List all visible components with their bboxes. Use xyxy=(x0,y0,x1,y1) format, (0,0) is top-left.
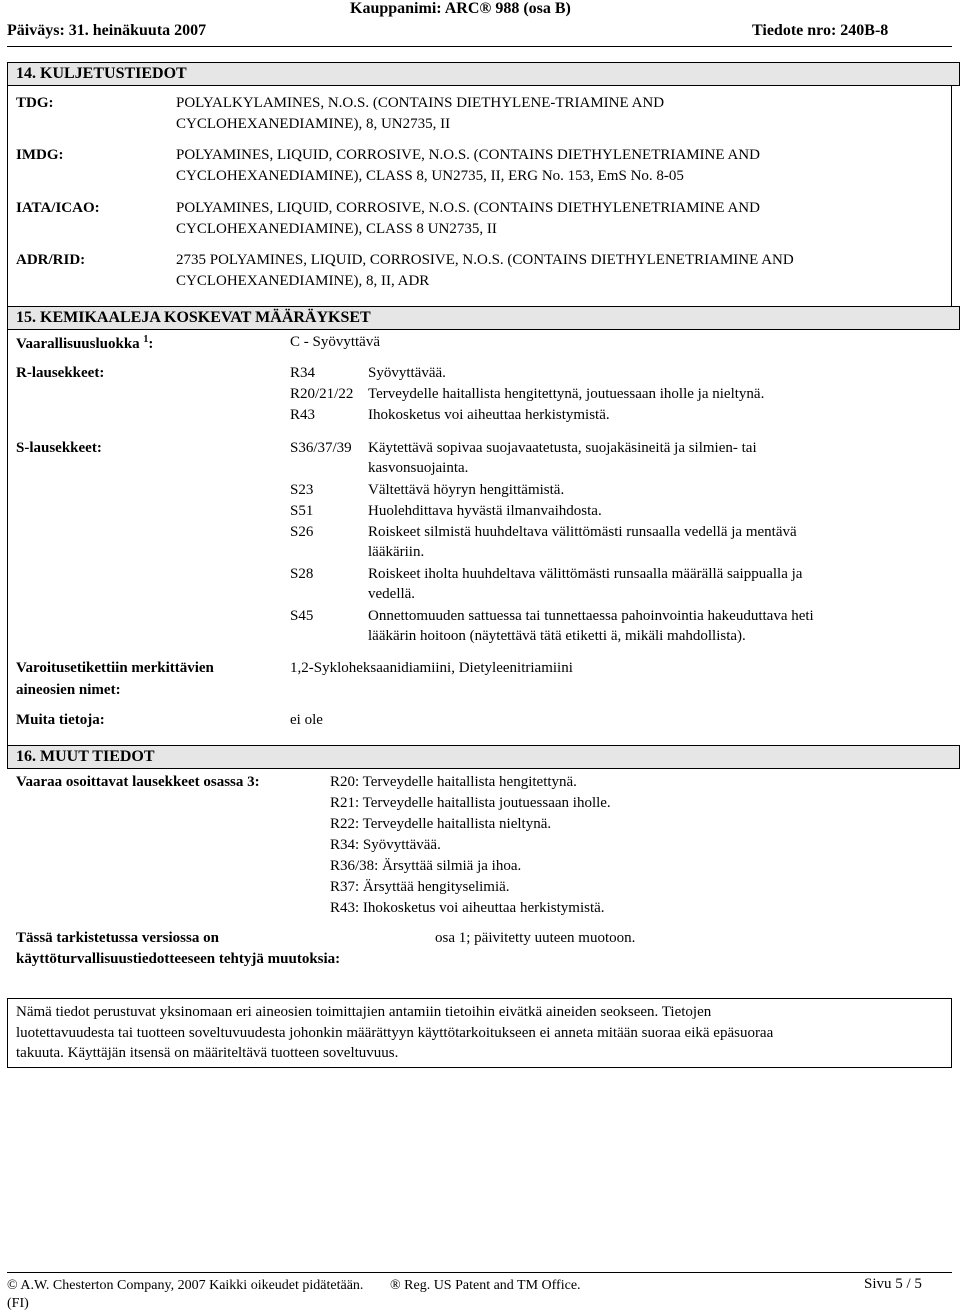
other-info-label: Muita tietoja: xyxy=(16,712,105,728)
list-item: R22: Terveydelle haitallista nieltynä. xyxy=(330,816,552,832)
iata-line-2: CYCLOHEXANEDIAMINE), CLASS 8 UN2735, II xyxy=(176,221,497,237)
r-phrase-text: Syövyttävää. xyxy=(368,365,446,381)
section-16-title: 16. MUUT TIEDOT xyxy=(7,745,960,769)
label-components-label-1: Varoitusetikettiin merkittävien xyxy=(16,660,214,676)
tdg-label: TDG: xyxy=(16,95,54,111)
list-item: R20: Terveydelle haitallista hengitettynä. xyxy=(330,774,577,790)
iata-label: IATA/ICAO: xyxy=(16,200,100,216)
s-phrase-text: lääkäriin. xyxy=(368,544,425,560)
r-phrase-code: R34 xyxy=(290,365,316,381)
other-info-value: ei ole xyxy=(290,712,323,728)
list-item: R37: Ärsyttää hengityselimiä. xyxy=(330,879,510,895)
s-phrases-label: S-lausekkeet: xyxy=(16,440,102,456)
hazard-class-value: C - Syövyttävä xyxy=(290,334,380,350)
disclaimer-line-2: luotettavuudesta tai tuotteen soveltuvuudesta johonkin määrättyyn käyttötarkoitukseen ei anneta mitään suoraa eikä epäsuoraa xyxy=(16,1025,774,1041)
s-phrase-code: S45 xyxy=(290,608,314,624)
disclaimer-box xyxy=(7,998,952,1068)
s-phrase-text: lääkärin hoitoon (näytettävä tätä etiketti ä, mikäli mahdollista). xyxy=(368,628,746,644)
header-rule xyxy=(7,46,952,47)
section-15-rule xyxy=(7,329,952,330)
label-components-value: 1,2-Sykloheksaanidiamiini, Dietyleenitriamiini xyxy=(290,660,573,676)
footer-registered: ® Reg. US Patent and TM Office. xyxy=(390,1278,581,1293)
s-phrase-text: Roiskeet silmistä huuhdeltava välittömästi runsaalla vedellä ja mentävä xyxy=(368,524,797,540)
section-15-left-border xyxy=(7,306,8,746)
imdg-line-1: POLYAMINES, LIQUID, CORROSIVE, N.O.S. (CONTAINS DIETHYLENETRIAMINE AND xyxy=(176,147,760,163)
section-14-title: 14. KULJETUSTIEDOT xyxy=(7,62,960,86)
r-phrase-text: Ihokosketus voi aiheuttaa herkistymistä. xyxy=(368,407,610,423)
s-phrase-code: S26 xyxy=(290,524,314,540)
header-date: Päiväys: 31. heinäkuuta 2007 xyxy=(7,22,207,39)
tdg-line-1: POLYALKYLAMINES, N.O.S. (CONTAINS DIETHYLENE-TRIAMINE AND xyxy=(176,95,665,111)
hazard-class-footnote: 1 xyxy=(143,334,149,345)
label-components-label-2: aineosien nimet: xyxy=(16,682,121,698)
s-phrase-code: S23 xyxy=(290,482,314,498)
s-phrase-text: Käytettävä sopivaa suojavaatetusta, suojakäsineitä ja silmien- tai xyxy=(368,440,757,456)
list-item: R43: Ihokosketus voi aiheuttaa herkistymistä. xyxy=(330,900,605,916)
footer-language: (FI) xyxy=(7,1296,29,1311)
s-phrase-code: S36/37/39 xyxy=(290,440,352,456)
r-phrase-code: R43 xyxy=(290,407,316,423)
s-phrase-text: Onnettomuuden sattuessa tai tunnettaessa pahoinvointia hakeuduttava heti xyxy=(368,608,814,624)
s-phrase-text: Roiskeet iholta huuhdeltava välittömästi runsaalla määrällä saippualla ja xyxy=(368,566,803,582)
imdg-line-2: CYCLOHEXANEDIAMINE), CLASS 8, UN2735, II, ERG No. 153, EmS No. 8-05 xyxy=(176,168,684,184)
adr-line-1: 2735 POLYAMINES, LIQUID, CORROSIVE, N.O.S. (CONTAINS DIETHYLENETRIAMINE AND xyxy=(176,252,794,268)
s-phrase-text: vedellä. xyxy=(368,586,416,602)
s-phrase-text: Huolehdittava hyvästä ilmanvaihdosta. xyxy=(368,503,602,519)
changes-label-1: Tässä tarkistetussa versiossa on xyxy=(16,930,219,946)
r-phrases-label: R-lausekkeet: xyxy=(16,365,105,381)
section-16-phrases-label: Vaaraa osoittavat lausekkeet osassa 3: xyxy=(16,774,260,790)
disclaimer-line-1: Nämä tiedot perustuvat yksinomaan eri aineosien toimittajien antamiin tietoihin eivätkä aineiden seokseen. Tietojen xyxy=(16,1004,712,1020)
adr-line-2: CYCLOHEXANEDIAMINE), 8, II, ADR xyxy=(176,273,430,289)
s-phrase-text: Vältettävä höyryn hengittämistä. xyxy=(368,482,565,498)
footer-copyright: © A.W. Chesterton Company, 2007 Kaikki oikeudet pidätetään. xyxy=(7,1278,364,1293)
tdg-line-2: CYCLOHEXANEDIAMINE), 8, UN2735, II xyxy=(176,116,451,132)
list-item: R34: Syövyttävää. xyxy=(330,837,441,853)
section-16-rule xyxy=(7,768,952,769)
list-item: R36/38: Ärsyttää silmiä ja ihoa. xyxy=(330,858,522,874)
r-phrase-text: Terveydelle haitallista hengitettynä, joutuessaan iholle ja nieltynä. xyxy=(368,386,765,402)
footer-page-number: Sivu 5 / 5 xyxy=(864,1276,922,1292)
s-phrase-code: S51 xyxy=(290,503,314,519)
footer-rule xyxy=(7,1272,952,1273)
changes-label-2: käyttöturvallisuustiedotteeseen tehtyjä muutoksia: xyxy=(16,951,341,967)
section-15-title: 15. KEMIKAALEJA KOSKEVAT MÄÄRÄYKSET xyxy=(7,306,960,330)
changes-value: osa 1; päivitetty uuteen muotoon. xyxy=(435,930,636,946)
iata-line-1: POLYAMINES, LIQUID, CORROSIVE, N.O.S. (CONTAINS DIETHYLENETRIAMINE AND xyxy=(176,200,760,216)
r-phrase-code: R20/21/22 xyxy=(290,386,354,402)
header-trade-name: Kauppanimi: ARC® 988 (osa B) xyxy=(350,0,571,17)
imdg-label: IMDG: xyxy=(16,147,64,163)
adr-label: ADR/RID: xyxy=(16,252,86,268)
hazard-class-label: Vaarallisuusluokka $^1$: xyxy=(16,334,154,352)
s-phrase-code: S28 xyxy=(290,566,314,582)
disclaimer-line-3: takuuta. Käyttäjän itsensä on määriteltävä tuotteen soveltuvuus. xyxy=(16,1045,399,1061)
list-item: R21: Terveydelle haitallista joutuessaan iholle. xyxy=(330,795,611,811)
s-phrase-text: kasvonsuojainta. xyxy=(368,460,469,476)
header-bulletin: Tiedote nro: 240B-8 xyxy=(752,22,889,39)
